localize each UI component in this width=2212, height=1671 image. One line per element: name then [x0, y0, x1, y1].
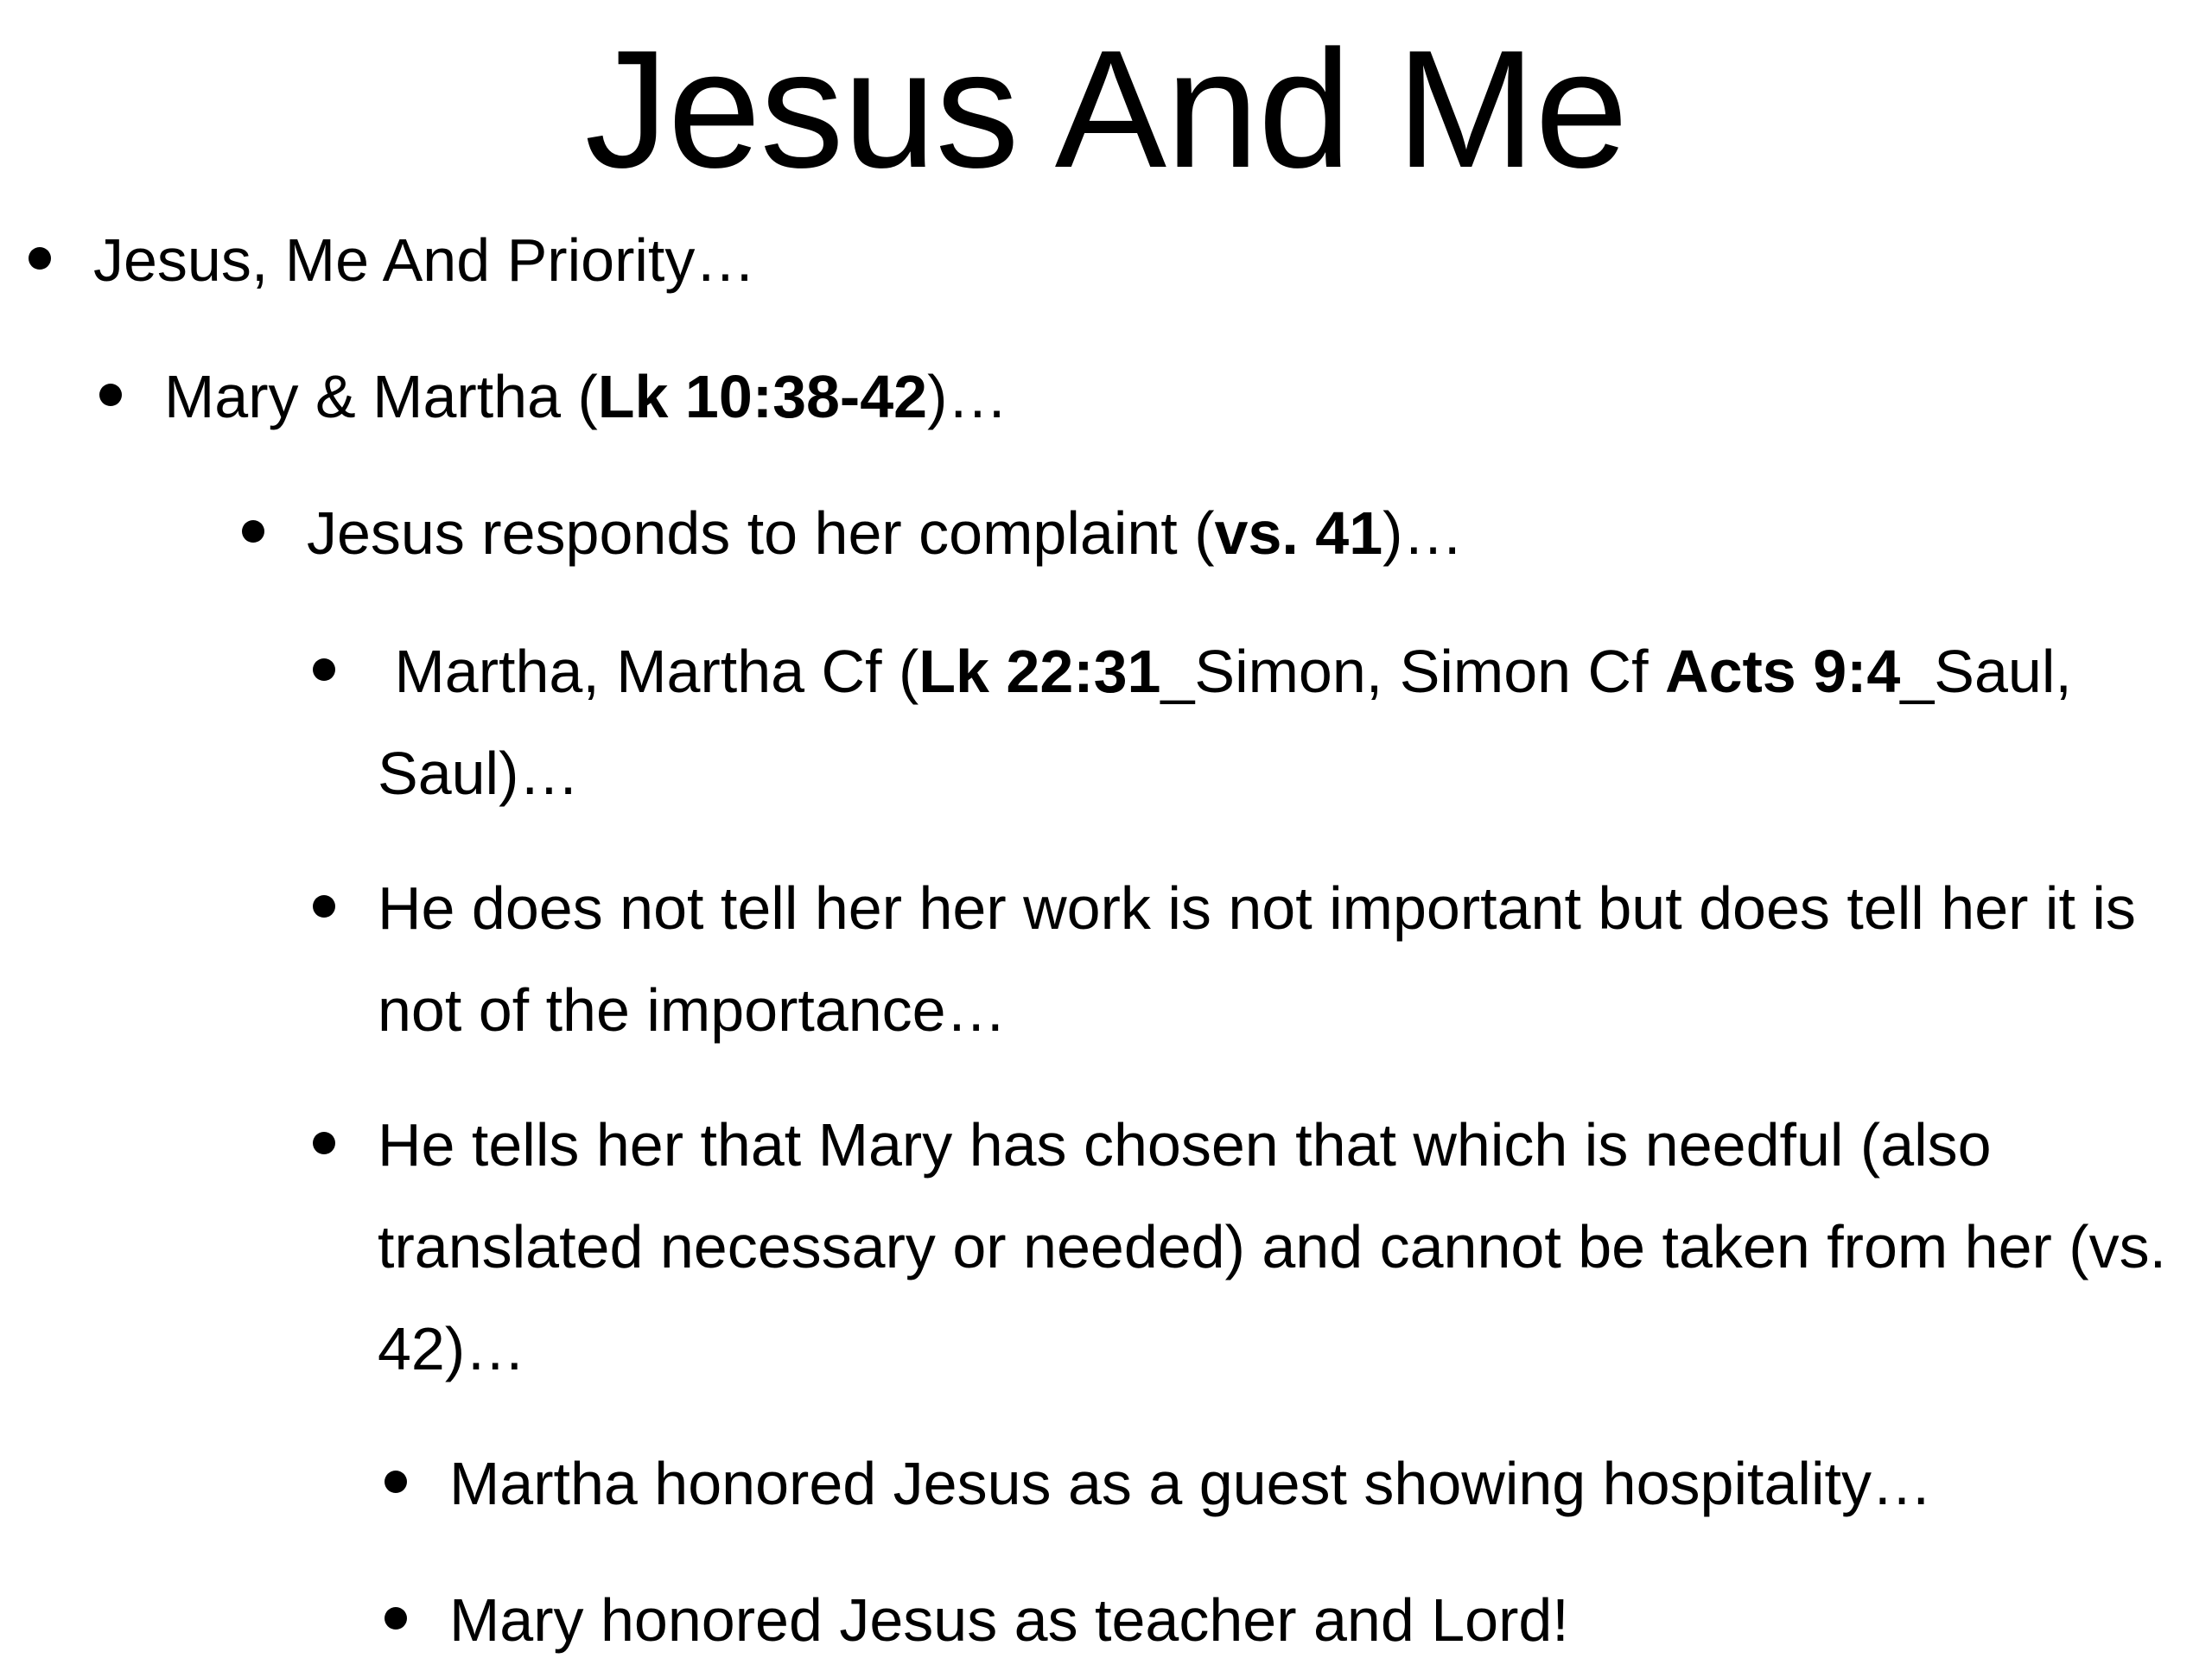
scripture-reference: Acts 9:4 [1665, 638, 1901, 705]
bullet-dot-icon [313, 895, 335, 918]
bullet-dot-icon [385, 1607, 407, 1630]
bullet-text [93, 209, 2167, 311]
scripture-reference: Lk 10:38-42 [597, 363, 928, 430]
bullet-text-segment: Jesus responds to her complaint ( [307, 499, 1215, 567]
bullet-text-segment: _Saul, Saul)… [378, 638, 2089, 807]
bullet-dot-icon [99, 384, 122, 406]
bullet-text [449, 1569, 2177, 1671]
bullet-dot-icon [242, 520, 264, 543]
bullet-text-segment: Mary & Martha ( [164, 363, 598, 430]
bullet-text [307, 482, 2164, 584]
bullet-text-segment: )… [927, 363, 1008, 430]
bullet-level-1 [93, 209, 2167, 311]
bullet-level-4 [378, 1094, 2192, 1400]
bullet-text-segment: )… [1382, 499, 1464, 567]
bullet-level-4 [378, 857, 2192, 1061]
bullet-level-5 [449, 1569, 2177, 1671]
bullet-text [378, 857, 2192, 1061]
bullet-text-segment: He does not tell her her work is not important but does tell her it is not of the importance… [378, 874, 2136, 1044]
bullet-level-5 [449, 1433, 2177, 1534]
bullet-text-segment: _Simon, Simon Cf [1160, 638, 1666, 705]
bullet-dot-icon [313, 658, 335, 681]
slide-title: Jesus And Me [584, 16, 1628, 203]
bullet-text-segment: Jesus, Me And Priority… [93, 226, 756, 294]
bullet-dot-icon [385, 1471, 407, 1493]
bullet-text-segment: Mary honored Jesus as teacher and Lord! [449, 1586, 1569, 1654]
bullet-text [164, 346, 2152, 448]
bullet-level-2 [164, 346, 2152, 448]
scripture-reference: Lk 22:31 [918, 638, 1161, 705]
bullet-level-4 [378, 620, 2192, 824]
bullet-dot-icon [29, 247, 51, 270]
scripture-reference: vs. 41 [1214, 499, 1383, 567]
bullet-text-segment: He tells her that Mary has chosen that which is needful (also translated necessary or needed) and cannot be taken from her (vs. 42)… [378, 1111, 2167, 1382]
bullet-dot-icon [313, 1132, 335, 1154]
bullet-text [378, 620, 2192, 824]
bullet-text [449, 1433, 2177, 1534]
bullet-level-3 [307, 482, 2164, 584]
bullet-text [378, 1094, 2192, 1400]
bullet-text-segment: Martha, Martha Cf ( [378, 638, 919, 705]
bullet-text-segment: Martha honored Jesus as a guest showing hospitality… [449, 1450, 1932, 1517]
